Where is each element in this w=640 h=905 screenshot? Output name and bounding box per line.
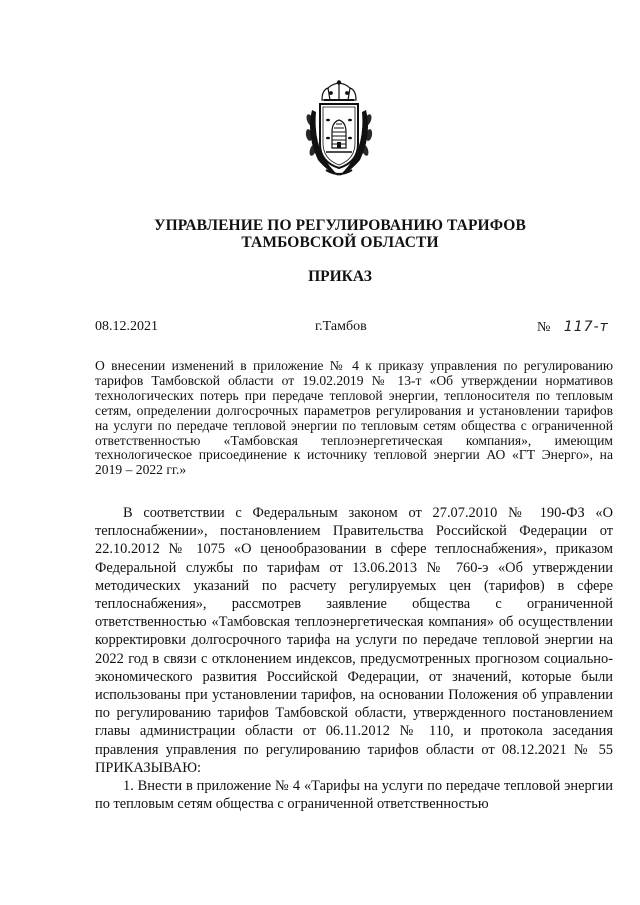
agency-name (80, 217, 600, 251)
document-date: 08.12.2021 (95, 319, 158, 334)
document-city: г.Тамбов (315, 319, 367, 334)
document-type: ПРИКАЗ (308, 268, 372, 285)
document-body (95, 504, 613, 813)
agency-name-line2: ТАМБОВСКОЙ ОБЛАСТИ (241, 234, 439, 251)
document-number (537, 319, 609, 336)
document-meta (95, 319, 615, 339)
number-label: № (537, 320, 551, 335)
body-paragraph-1: В соответствии с Федеральным законом от 27.07.2010 № 190-ФЗ «О теплоснабжении», постановлением Правительства Российской Федерации от 22.10.2012 № 1075 «О ценообразовании в сфере теплоснабжения», приказом Федеральной службы по тарифам от 13.06.2013 № 760-э «Об утверждении методических указаний по расчету регулируемых цен (тарифов) в сфере теплоснабжения», рассмотрев заявление общества с ограниченной ответственностью «Тамбовская теплоэнергетическая компания» об осуществлении корректировки долгосрочного тарифа на услуги по передаче тепловой энергии на 2022 год в связи с отклонением индексов, предусмотренных прогнозом социально-экономического развития Российской Федерации, от значений, которые были использованы при установлении тарифов, на основании Положения об управлении по регулированию тарифов Тамбовской области, утвержденного постановлением главы администрации области от 06.11.2012 № 110, и протокола заседания правления управления по регулированию тарифов области от 08.12.2021 № 55 ПРИКАЗЫВАЮ: (95, 505, 613, 776)
handwritten-number: 117-т (563, 319, 609, 335)
body-paragraph-2: 1. Внести в приложение № 4 «Тарифы на услуги по передаче тепловой энергии по тепловым сетям общества с ограниченной ответственностью (95, 778, 613, 813)
coat-of-arms-icon (298, 80, 380, 180)
document-subject: О внесении изменений в приложение № 4 к приказу управления по регулированию тарифов Тамбовской области от 19.02.2019 № 13-т «Об утверждении нормативов технологических потерь при передаче тепловой энергии, теплоносителя по тепловым сетям, определении долгосрочных параметров регулирования и установлении тарифов на услуги по передаче тепловой энергии по тепловым сетям общества с ограниченной ответственностью «Тамбовская теплоэнергетическая компания», имеющим технологическое присоединение к источнику тепловой энергии АО «ГТ Энерго», на 2019 – 2022 гг.» (95, 358, 613, 478)
agency-name-line1: УПРАВЛЕНИЕ ПО РЕГУЛИРОВАНИЮ ТАРИФОВ (154, 217, 526, 234)
